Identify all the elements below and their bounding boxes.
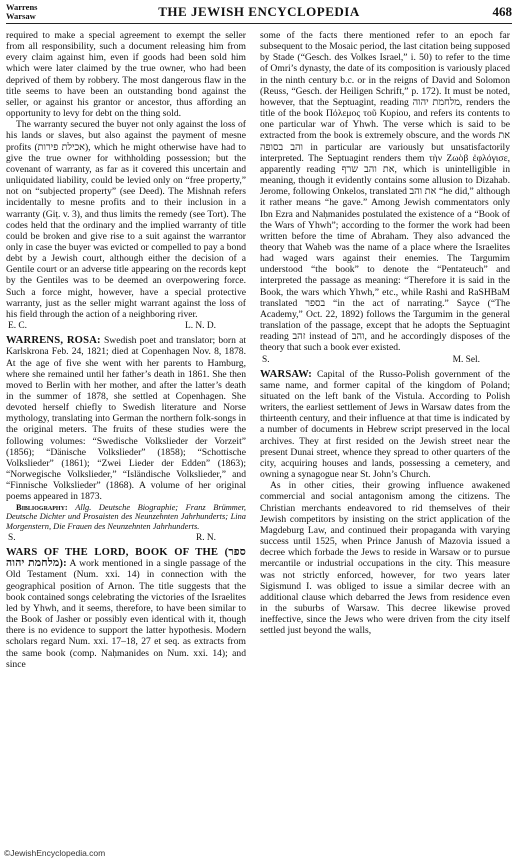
warranty-signature	[6, 321, 246, 332]
wars-entry-title: WARS OF THE LORD, BOOK OF THE (ספר מלחמת יהוה):	[6, 547, 246, 570]
guide-word-last: Warsaw	[6, 11, 36, 21]
bibliography-label: Bibliography:	[16, 502, 68, 512]
wars-entry-continued: some of the facts there mentioned refer to an epoch far subsequent to the Mosaic period, the last citation being supposed by Stade (“Gesch. des Volkes Israel,” i. 50) to refer to the time of Omri’s dynasty, the date of its composition is variously placed in the ninth century b.c. or in the reigns of David and Solomon (Reuss, “Gesch. der Heiligen Schrift,” p. 172). It must be noted, however, that the Septuagint, reading מלחמת יהוה, renders the title of the book Πόλεμος τοῦ Κυρίου, and refers its contents to one particular war of Yhwh. The verse which is said to be extracted from the book is extremely obscure, and the words את והב בסופה in particular are variously but unsatisfactorily interpreted. The Septuagint renders them τὴν Ζωὸβ ἐφλόγισε, apparently reading את והב שרף, which is unintelligible in meaning, though it evidently contains some allusion to Dizahab. Jerome, following Onkelos, translated את והב “he did,” although it rather means “he gave.” Among Jewish commentators only Ibn Ezra and Naḥmanides postulated the existence of a “Book of the Wars of Yhwh”; according to the former the work had been written before the time of Abraham. They also advanced the theory that Waheb was the name of a place where the Israelites had waged wars against their enemies. The Targumim understood “the book” to denote the “Pentateuch” and interpreted the passage as meaning: “Therefore it is said in the Book, the wars which Yhwh,” etc., while Rashi and RaSHBaM translated בספר “in the act of narrating.” Sayce (“The Academy,” Oct. 22, 1892) follows the Targumim in the general translation of the passage, except that he adopts the Septuagint reading זהב instead of והב, and he accordingly disposes of the theory that such a book ever existed.	[260, 30, 510, 354]
wars-signature	[260, 355, 510, 366]
copyright-watermark: ©JewishEncyclopedia.com	[4, 848, 106, 858]
warsaw-entry	[260, 369, 510, 481]
warsaw-entry-body: Capital of the Russo-Polish government of the same name, and former capital of the kingdom of Poland; situated on the left bank of the Vistula. According to Polish writers, the earliest settlement of Jews in Warsaw dates from the thirteenth century, and their influence at that time is indicated by a number of documents in Hebrew script preserved in the local archives. They at first resided on the Jewish street near the present Dunai street, whence they spread to other quarters of the city, acquiring houses and lands, possessing a cemetery, and owning a synagogue near St. John’s Church.	[260, 368, 510, 481]
warrens-entry	[6, 335, 246, 502]
left-column	[6, 30, 246, 850]
warranty-sig-initials: E. C.	[8, 321, 28, 332]
wars-sig-initials: S.	[262, 354, 270, 365]
warrens-bibliography	[6, 503, 246, 532]
right-column	[260, 30, 510, 850]
guide-word-first: Warrens	[6, 2, 38, 12]
warranty-paragraph-2: The warranty secured the buyer not only against the loss of his lands or slaves, but also against the payment of mesne profits (אכילת פירות), which he might otherwise have had to give the true owner for withholding possession; but the covenant of warranty, as far as it covered this uncertain and unliquidated liability, could be levied only on “free property,” not on “subjected property” (see Deed). The Mishnah refers incidentally to mesne profits and to their inclusion in a warranty (Giṭ. v. 3), and thus limits the remedy (see Tort). The codes held that the ordinary and the implied warranty of title could be broken and give rise to a suit against the warrantor only in case the buyer was evicted or compelled to pay a bond debt by a Jewish court, although either the decision of a Gentile court or an adverse title appearing on the records kept by the Gentiles was to be deemed an overpowering force. Such a force might, however, have a special protective warranty, just as the seller might warrant against the loss of his field through the action of a neighboring river.	[6, 119, 246, 320]
warsaw-paragraph-2: As in other cities, their growing influence awakened commercial and social antagonism among the citizens. The Christian merchants endeavored to rid themselves of their Jewish competitors by insisting on the strict application of the Magdeburg Law, and continued their propaganda with varying success until 1525, when Prince Janush of Mazovia issued a decree which forbade the Jews to reside in Warsaw or to pursue mercantile or industrial occupations in the city. This measure was not strictly enforced, however, for two years later Sigismund I. was obliged to issue a similar decree with an additional clause which debarred the Jews from residence even in the suburbs of Warsaw. This decree likewise proved ineffective, since the Jews who were driven from the city itself settled just beyond the walls,	[260, 480, 510, 637]
wars-entry-body: A work mentioned in a single passage of the Old Testament (Num. xxi. 14) in connection with the geographical position of Arnon. The title suggests that the book contained songs celebrating the victories of the Israelites led by Yhwh, and it seems, therefore, to have been similar to the Book of Jasher or possibly even identical with it, though there is no evidence to support the latter hypothesis. Modern scholars regard Num. xxi. 17–18, 27 et seq. as extracts from the same book (comp. Naḥmanides on Num. xxi. 14); and since	[6, 558, 246, 670]
warrens-signature	[6, 533, 246, 544]
wars-entry	[6, 547, 246, 670]
warrens-sig-initials: S.	[8, 532, 16, 543]
warsaw-entry-title: WARSAW:	[260, 368, 313, 380]
warrens-entry-body: Swedish poet and translator; born at Karlskrona Feb. 24, 1821; died at Copenhagen Nov. 8, 1878. At the age of five she went with her parents to Hamburg, where she remained until her father’s death in 1861. She then moved to Berlin with her mother, and after the latter’s death in the summer of 1878, she settled at Copenhagen. She devoted herself chiefly to Swedish literature and Norse mythology, translating into German the northern folk-songs in the original meters. The fruits of these studies were the following volumes: “Swedische Volkslieder der Vorzeit” (1856); “Dänische Volkslieder” (1858); “Schottische Volkslieder” (1861); “Zwei Lieder der Edden” (1863); “Norwegische Volkslieder,” “Isländische Volkslieder,” and “Finnische Volkslieder” (1868). A volume of her original poems appeared in 1873.	[6, 335, 246, 503]
wars-sig-author: M. Sel.	[452, 354, 480, 365]
warranty-paragraph-1: required to make a special agreement to exempt the seller from all responsibility, such a document releasing him from every claim against him, even if goods had been sold him which were later claimed by the true owner, who had been deprived of them by robbery. The most dangerous flaw in the title seems to have been an outstanding bond against the seller, or against his grantor or ancestor, thus affording an opportunity to levy for debt on the thing sold.	[6, 30, 246, 120]
publication-title: THE JEWISH ENCYCLOPEDIA	[158, 4, 360, 19]
warrens-entry-title: WARRENS, ROSA:	[6, 335, 101, 347]
running-head	[6, 3, 512, 23]
warranty-sig-author: L. N. D.	[185, 321, 216, 332]
bibliography-text: Allg. Deutsche Biographie; Franz Brümmer, Deutsche Dichter und Prosaisten des Neunzehnten Jahrhunderts; Lina Morgenstern, Die Frauen des Neunzehnten Jahrhunderts.	[6, 502, 246, 532]
page-number: 468	[492, 4, 512, 19]
header-rule	[6, 23, 512, 24]
warrens-sig-author: R. N.	[195, 532, 216, 543]
